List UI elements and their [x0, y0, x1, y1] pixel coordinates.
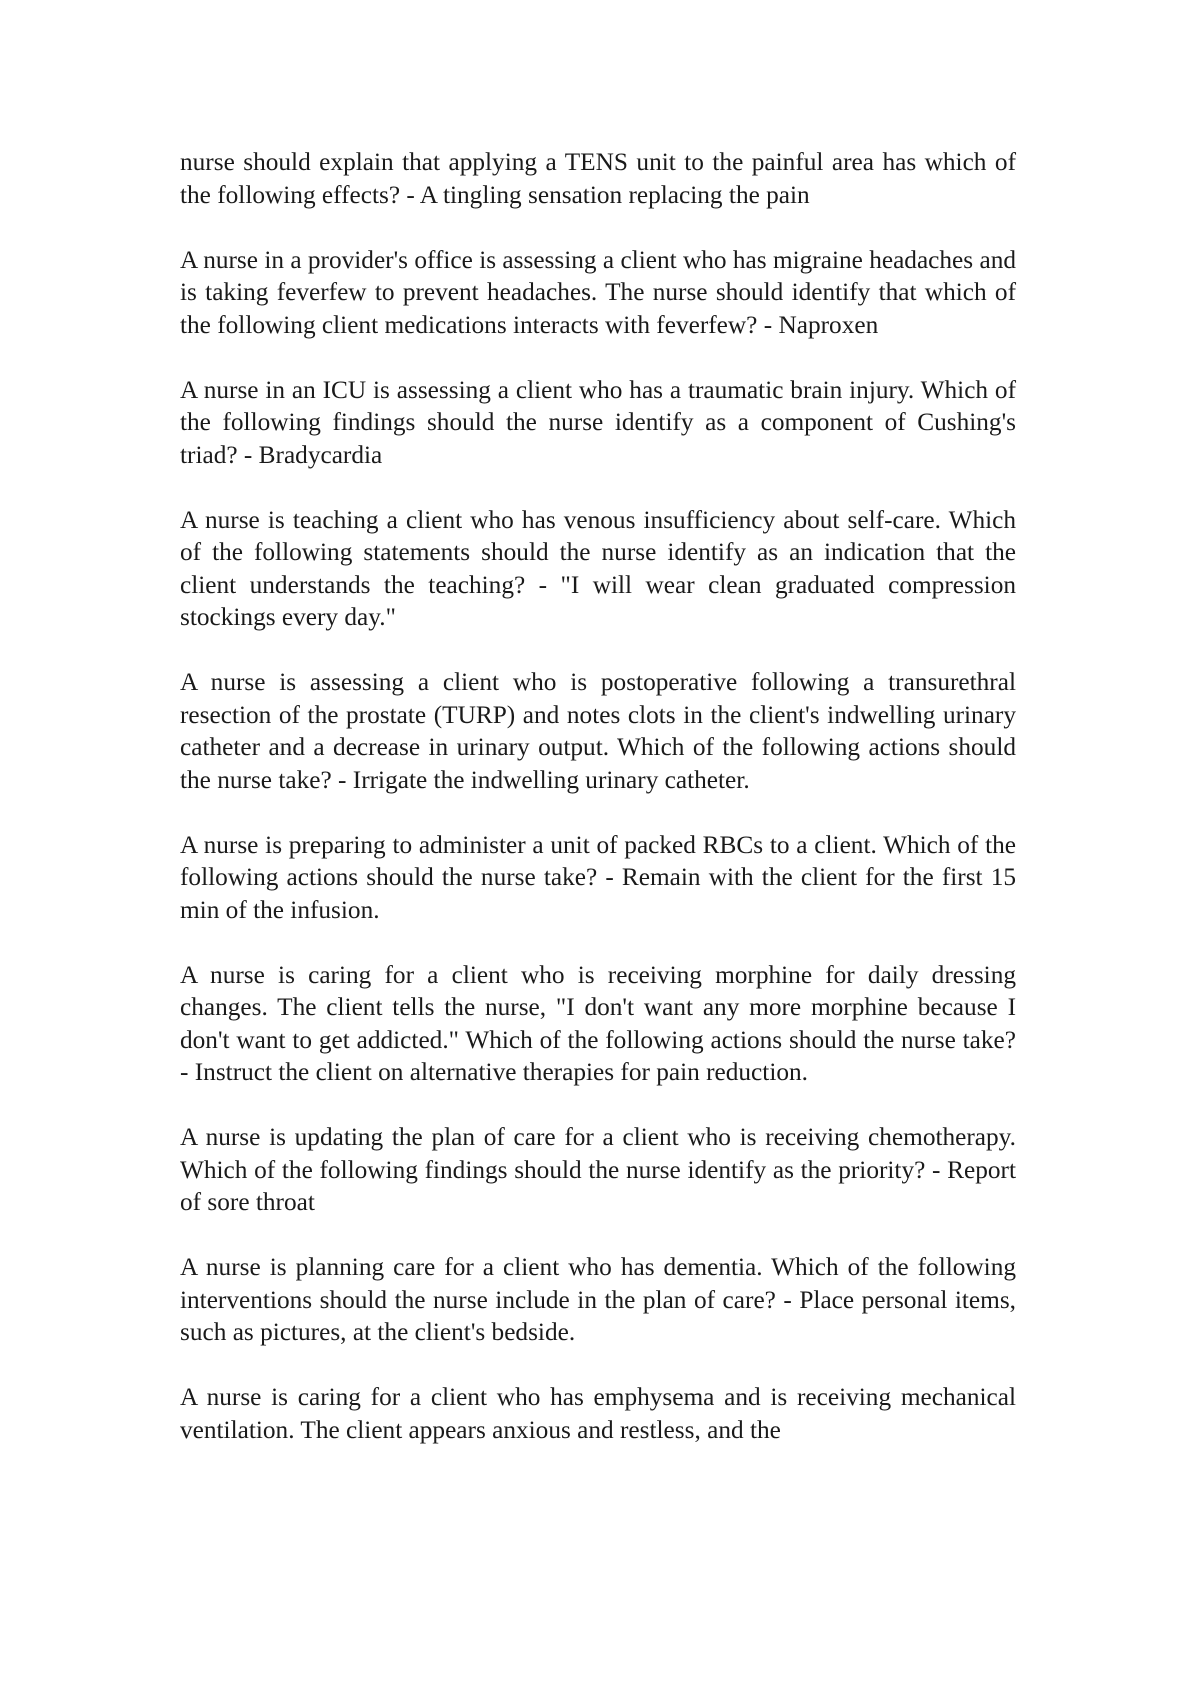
question-paragraph-4: A nurse is teaching a client who has venous insufficiency about self-care. Which of the following statements should the nurse identify as an indication that the client understands the teaching? - "I will wear clean graduated compression stockings every day." [180, 505, 1016, 631]
question-paragraph-9: A nurse is planning care for a client who has dementia. Which of the following interventions should the nurse include in the plan of care? - Place personal items, such as pictures, at the client's bedside. [180, 1253, 1016, 1346]
question-paragraph-2: A nurse in a provider's office is assessing a client who has migraine headaches and is taking feverfew to prevent headaches. The nurse should identify that which of the following client medications interacts with feverfew? - Naproxen [180, 245, 1016, 339]
question-paragraph-3: A nurse in an ICU is assessing a client who has a traumatic brain injury. Which of the following findings should the nurse identify as a component of Cushing's triad? - Bradycardia [180, 375, 1016, 469]
question-paragraph-6: A nurse is preparing to administer a unit of packed RBCs to a client. Which of the following actions should the nurse take? - Remain with the client for the first 15 min of the infusion. [180, 830, 1016, 924]
document-body [180, 146, 1016, 1479]
question-paragraph-10: A nurse is caring for a client who has emphysema and is receiving mechanical ventilation. The client appears anxious and restless, and the [180, 1383, 1016, 1444]
question-paragraph-8: A nurse is updating the plan of care for a client who is receiving chemotherapy. Which of the following findings should the nurse identify as the priority? - Report of sore throat [180, 1123, 1016, 1216]
question-paragraph-1: nurse should explain that applying a TENS unit to the painful area has which of the following effects? - A tingling sensation replacing the pain [180, 148, 1016, 209]
question-paragraph-7: A nurse is caring for a client who is receiving morphine for daily dressing changes. The client tells the nurse, "I don't want any more morphine because I don't want to get addicted." Which of the following actions should the nurse take? - Instruct the client on alternative therapies for pain reduction. [180, 960, 1016, 1086]
question-paragraph-5: A nurse is assessing a client who is postoperative following a transurethral resection of the prostate (TURP) and notes clots in the client's indwelling urinary catheter and a decrease in urinary output. Which of the following actions should the nurse take? - Irrigate the indwelling urinary catheter. [180, 668, 1016, 794]
